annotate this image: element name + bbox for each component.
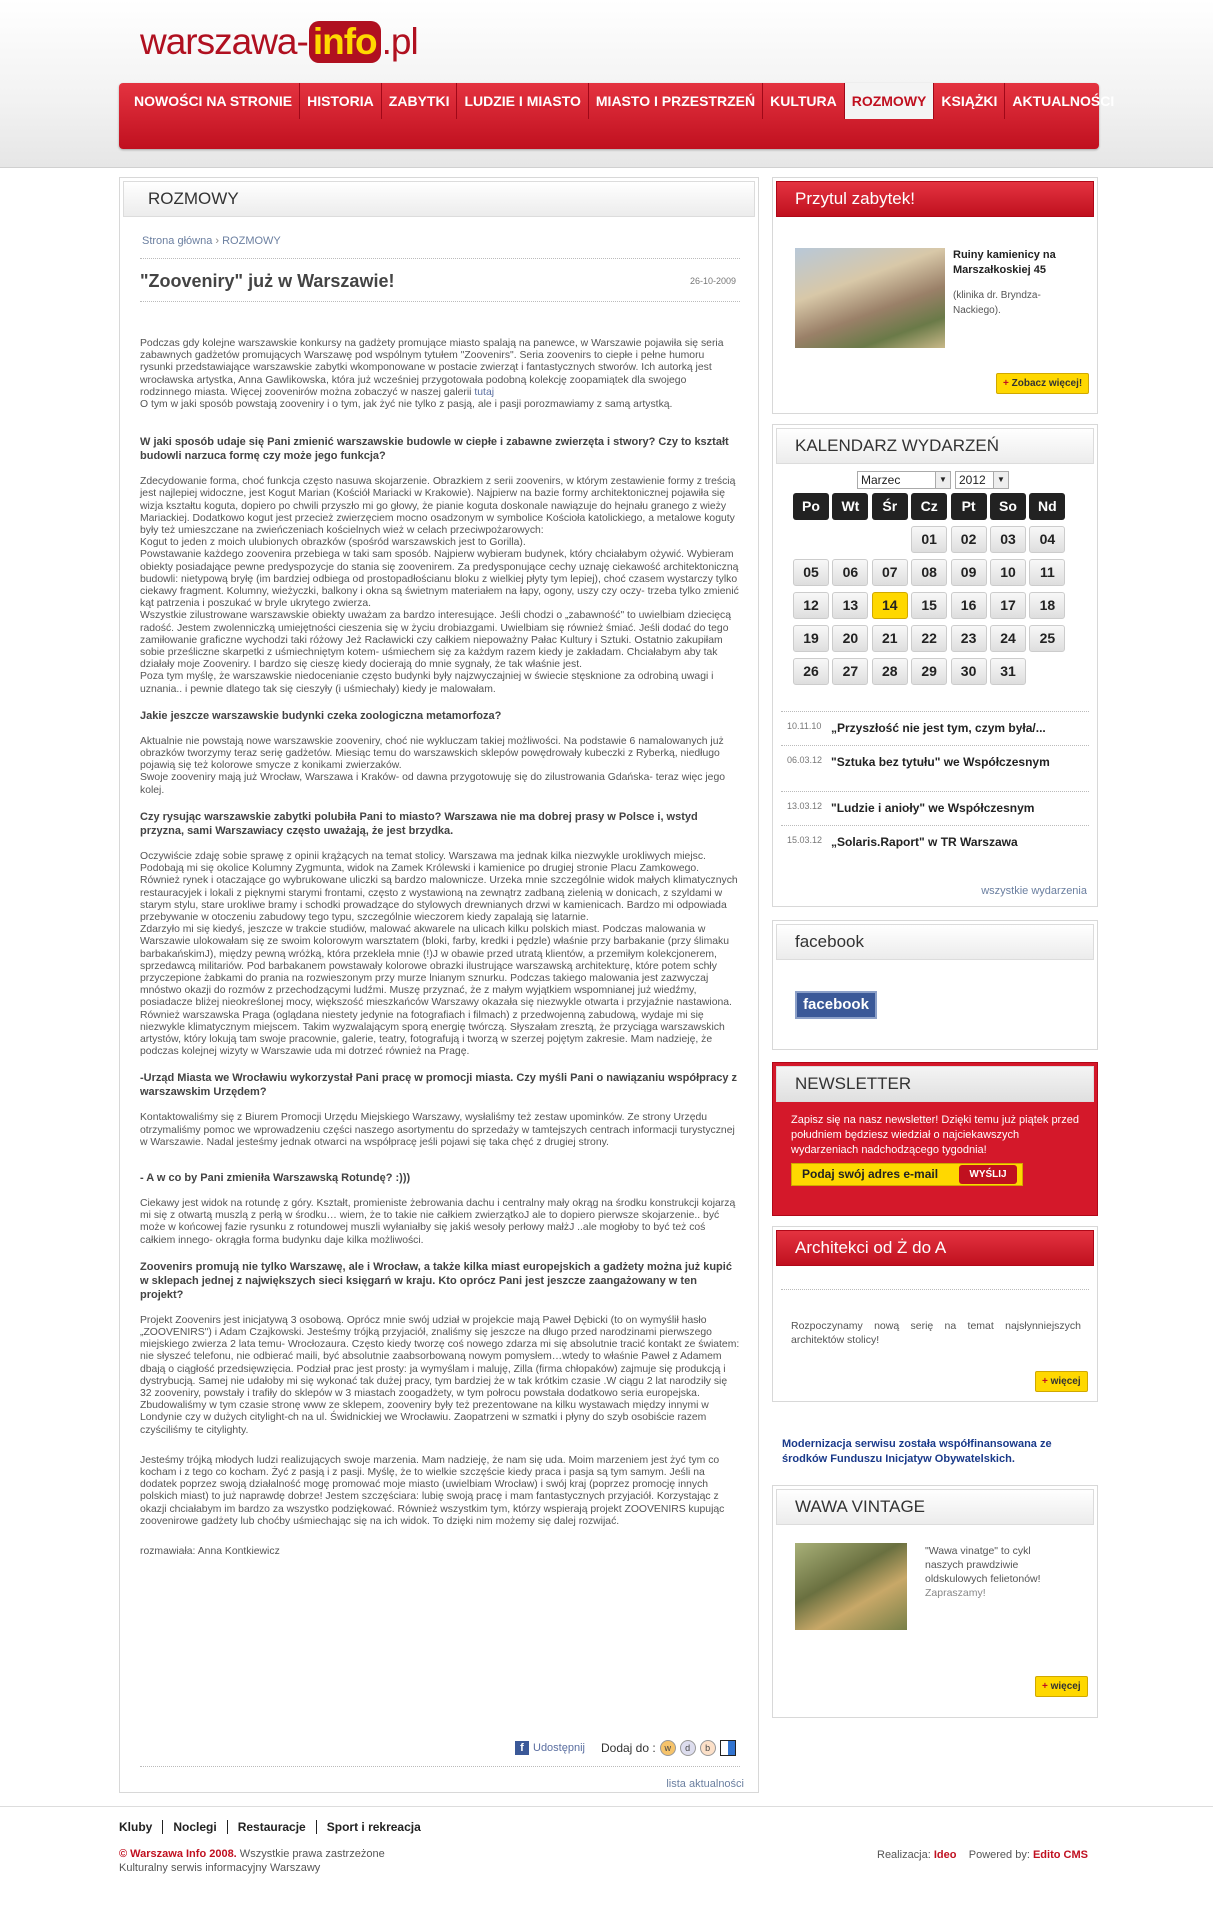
breadcrumb: Strona główna › ROZMOWY: [142, 235, 281, 247]
blip-icon[interactable]: b: [700, 1740, 716, 1756]
przytul-item-desc: (klinika dr. Bryndza-Nackiego).: [953, 290, 1041, 316]
logo-text-3: .pl: [381, 21, 418, 62]
question: W jaki sposób udaje się Pani zmienić warszawskie budowle w ciepłe i zabawne zwierzęta i stwory? Czy to kształt budowli narzuca formę czy może jego funkcja?: [140, 436, 729, 463]
event-date: 13.03.12: [787, 801, 823, 811]
newsletter-send-button[interactable]: WYŚLIJ: [959, 1165, 1017, 1184]
footer-link-0[interactable]: Kluby: [119, 1820, 153, 1834]
section-heading: ROZMOWY: [123, 181, 755, 217]
question: - A w co by Pani zmieniła Warszawską Rotundę? :))): [140, 1171, 411, 1184]
footer-link-3[interactable]: Sport i rekreacja: [316, 1820, 431, 1834]
logo-text-1: warszawa-: [140, 21, 308, 62]
architekci-heading: Architekci od Ż do A: [776, 1230, 1094, 1266]
calendar-day[interactable]: 28: [872, 658, 908, 685]
weekday-header: Cz: [911, 493, 947, 520]
weekday-header: Wt: [832, 493, 868, 520]
digg-icon[interactable]: d: [680, 1740, 696, 1756]
calendar-day[interactable]: 19: [793, 625, 829, 652]
calendar-day[interactable]: 07: [872, 559, 908, 586]
calendar-day[interactable]: 10: [990, 559, 1026, 586]
calendar-day[interactable]: 29: [911, 658, 947, 685]
newsletter-email-input[interactable]: Podaj swój adres e-mail: [791, 1163, 1023, 1186]
calendar-day[interactable]: 17: [990, 592, 1026, 619]
answer: Zdecydowanie forma, choć funkcja często nasuwa skojarzenie. Obrazkiem z serii zoovenirs, w którym zestawienie formy z treścią jest najlepiej widoczne, jest Kogut Marian (Kościół Mariacki w Krakowie). Najpierw na bazie formy architektonicznej pojawiła się wizja kształtu koguta, dopiero po chwili przyszło mi go głowy, że pianie koguta doskonale nawiązuje do hejnału granego z wieży Mariackiej. Dodatkowo kogut jest przecież zwierzęciem mocno osadzonym w symbolice Kościoła katolickiego, a metalowe koguty były też umieszczane na zwieńczeniach kościelnych wież w celach przeciwpożarowych: Kogut to jeden z moich ulubionych obrazków (spośród warszawskich jest to Gorilla). Powstawanie każdego zoovenira przebiega w taki sam sposób. Najpierw wybieram budynek, który chciałabym ożywić. Wybieram obiekty posiadające pewne predyspozycje do stania się zoovenirem. Za predysponujące cechy uznaję ciekawość architektoniczną budowli: nietypową bryłę (im bardziej odbiega od prostopadłościanu bloku z wielkiej płyty tym lepiej), choć czasem wystarczy tylko ciekawy fragment. Kolumny, wieżyczki, balkony i okna są świetnym materiałem na łapy, ogony, uszy czy oczy- trzeba tylko zmienić kąt patrzenia i poszukać w bryle ukrytego zwierza. Wszystkie zilustrowane warszawskie obiekty uważam za bardzo interesujące. Jeśli chodzi o „zabawność" to uwielbiam dziecięcą radość. Jestem zwolenniczką umiejętności cieszenia się w życiu drobiazgami. Uwielbiam się również śmiać. Jeśli dodać do tego zamiłowanie graficzne wychodzi taki różowy Jeż Racławicki czy całkiem niepoważny Pałac Kultury i Sztuki. Ostatnio zakupiłam sobie prześliczne skarpetki z uśmiechniętym kotem- uśmiechem się za każdym razem kiedy je zakładam. Chciałabym aby tak działały moje Zooveniry. I bardzo się cieszę kiedy docierają do mnie sygnały, że tak właśnie jest. Poza tym myślę, że warszawskie niedocenianie często budynki były najzwyczajniej w świecie stęsknione za odrobiną uwagi i uznania.. i pewnie dlatego tak się cieszyły (i uśmiechały) kiedy je malowałam.: [140, 476, 739, 695]
calendar-day[interactable]: 31: [990, 658, 1026, 685]
article-author: rozmawiała: Anna Kontkiewicz: [140, 1546, 280, 1558]
przytul-item-title[interactable]: Ruiny kamienicy na Marszałkoskiej 45: [953, 249, 1056, 276]
answer: Kontaktowaliśmy się z Biurem Promocji Urzędu Miejskiego Warszawy, wysłaliśmy też zestaw upominków. Ze strony Urzędu otrzymaliśmy pomoc we wprowadzeniu części naszego asortymentu do sprzedaży w tamtejszych centrach informacji turystycznej w Warszawie. Nadal jesteśmy jednak otwarci na współpracę jeśli pojawi się taka chęć z drugiej strony.: [140, 1112, 735, 1148]
nav-item-7[interactable]: KSIĄŻKI: [933, 83, 1004, 119]
gallery-link[interactable]: tutaj: [474, 386, 495, 398]
breadcrumb-home[interactable]: Strona główna: [142, 235, 213, 247]
przytul-zabytek-box: [772, 177, 1098, 414]
share-link[interactable]: Udostępnij: [533, 1742, 585, 1754]
calendar-day[interactable]: 21: [872, 625, 908, 652]
article-title: "Zooveniry" już w Warszawie!: [140, 271, 395, 291]
nav-item-0[interactable]: NOWOŚCI NA STRONIE: [134, 93, 293, 109]
site-logo[interactable]: [140, 14, 418, 70]
add-to-label: Dodaj do :: [600, 1741, 656, 1755]
vintage-photo[interactable]: [795, 1543, 907, 1630]
answer: Jesteśmy trójką młodych ludzi realizujących swoje marzenia. Mam nadzieję, że nam się uda. Moim marzeniem jest żyć tym co kocham i z tego co kocham. Żyć z pasją i z pasji. Myślę, że to wielkie szczęście kiedy praca i pasja są tym samym. Jeśli na dodatek poprzez swoją działalność mogę promować moje miasto (uwielbiam Wrocław) i swój kraj (poprzez promocję innych polskich miast) to już naprawdę dobrze! Jestem szczęściara: lubię swoją pracę i mam fantastycznych przyjaciół. Korzystając z okazji chciałabym im bardzo za wszystko podziękować. Również wszystkim tym, którzy wspierają projekt ZOOVENIRS kupując zoovenirowe gadżety lub choćby uśmiechając się na ich widok. To dzięki nim możemy się dalej rozwijać.: [140, 1454, 725, 1527]
facebook-button[interactable]: facebook: [795, 991, 877, 1019]
nav-item-3[interactable]: LUDZIE I MIASTO: [456, 83, 587, 119]
facebook-box: [772, 920, 1098, 1050]
nav-item-8[interactable]: AKTUALNOŚCI: [1004, 83, 1121, 119]
year-select[interactable]: 2012 ▼: [955, 471, 1009, 489]
modernizacja-note: Modernizacja serwisu została współfinansowana ze środków Funduszu Inicjatyw Obywatelskich.: [782, 1438, 1052, 1465]
question: -Urząd Miasta we Wrocławiu wykorzystał Pani pracę w promocji miasta. Czy myśli Pani o nawiązaniu współpracy z warszawskim Urzędem?: [140, 1072, 738, 1099]
weekday-header: So: [990, 493, 1026, 520]
event-title[interactable]: „Solaris.Raport" w TR Warszawa: [831, 835, 1018, 849]
divider: [140, 258, 740, 259]
calendar-day[interactable]: 01: [911, 526, 947, 553]
calendar-day[interactable]: 15: [911, 592, 947, 619]
calendar-day[interactable]: 20: [832, 625, 868, 652]
event-date: 15.03.12: [787, 835, 823, 845]
architekci-text: Rozpoczynamy nową serię na temat najsłynniejszych architektów stolicy!: [791, 1320, 1081, 1346]
calendar-day[interactable]: 26: [793, 658, 829, 685]
newsletter-box: [772, 1062, 1098, 1216]
nav-item-4[interactable]: MIASTO I PRZESTRZEŃ: [588, 83, 762, 119]
answer: Projekt Zoovenirs jest inicjatywą 3 osobową. Oprócz mnie swój udział w projekcie mają Paweł Dębicki (to on wymyślił hasło „ZOOVENIRS") i Adam Czajkowski. Jesteśmy trójką przyjaciół, znaliśmy się jeszcze na długo przed narodzinami pierwszego miejskiego zwierza 2 lata temu- Wrocłozaura. Często kiedy tworzę coś nowego zdarza mi się absolutnie tracić kontakt ze światem: nie słyszeć telefonu, nie odbierać maili, być absolutnie zaabsorbowaną nowym pomysłem…wtedy to właśnie Paweł z Adamem dbają o ciągłość przedsięwzięcia. Podział prac jest prosty: ja wymyślam i maluję, Zilla (firma chłopaków) zajmuje się produkcją i dystrybucją. Samej nie udałoby mi się wykonać tak dużej pracy, tym bardziej że w tak krótkim czasie .W ciągu 2 lat narodziły się 32 zooveniry, powstały i trafiły do sklepów w 3 miastach zoogadżety, w tym połrocu powstała dodatkowo seria europejska. Zbudowaliśmy w tym czasie stronę www ze sklepem, zooveniry były też prezentowane na kilku wystawach między innymi w Londynie czy w dużych citylight-ch na ul. Świdnickiej we Wrocławiu. Zaopatrzeni w szmatki i płyny do szyb osobiście razem czyściliśmy te citylighty.: [140, 1314, 740, 1436]
delicious-icon[interactable]: [720, 1740, 736, 1756]
calendar-day[interactable]: 04: [1029, 526, 1065, 553]
calendar-day[interactable]: 16: [951, 592, 987, 619]
calendar-day[interactable]: 03: [990, 526, 1026, 553]
question: Czy rysując warszawskie zabytki polubiła Pani to miasto? Warszawa nie ma dobrej prasy w Polsce i, wstyd przyzna, sami Warszawiacy często uważają, że jest brzydka.: [140, 810, 698, 837]
calendar-day[interactable]: 30: [951, 658, 987, 685]
weekday-header: Po: [793, 493, 829, 520]
calendar-day[interactable]: 02: [951, 526, 987, 553]
article-body: Podczas gdy kolejne warszawskie konkursy na gadżety promujące miasto spalają na panewce, w Warszawie pojawiła się seria zabawnych gadżetów promujących Warszawę pod wspólnym tytułem "Zoovenirs". Seria zoovenirs to ciepłe i pełne humoru rysunki przedstawiające warszawskie zabytki wkomponowane w postacie zwierząt i fantastycznych stworów. Ich autorką jest wrocławska artystka, Anna Gawlikowska, która już wcześniej przygotowała podobną kolekcję zoopamiątek dla swojego rodzinnego miasta. Więcej zoovenirów można zobaczyć w naszej galerii tutaj O tym w jaki sposób powstają zooveniry i o tym, jak żyć nie tylko z pasją, ale i pasji porozmawiamy z samą artystką. W jaki sposób udaje się Pani zmienić warszawskie budowle w ciepłe i zabawne zwierzęta i stwory? Czy to kształt budowli narzuca formę czy może jego funkcja? Zdecydowanie forma, choć funkcja często nasuwa skojarzenie. Obrazkiem z serii zoovenirs, w którym zestawienie formy z treścią jest najlepiej widoczne, jest Kogut Marian (Kościół Mariacki w Krakowie). Najpierw na bazie formy architektonicznej pojawiła się wizja kształtu koguta, dopiero po chwili przyszło mi go głowy, że pianie koguta doskonale nawiązuje do hejnału granego z wieży Mariackiej. Dodatkowo kogut jest przecież zwierzęciem mocno osadzonym w symbolice Kościoła katolickiego, a metalowe koguty były też umieszczane na zwieńczeniach kościelnych wież w celach przeciwpożarowych: Kogut to jeden z moich ulubionych obrazków (spośród warszawskich jest to Gorilla). Powstawanie każdego zoovenira przebiega w taki sam sposób. Najpierw wybieram budynek, który chciałabym ożywić. Wybieram obiekty posiadające pewne predyspozycje do stania się zoovenirem. Za predysponujące cechy uznaję ciekawość architektoniczną budowli: nietypową bryłę (im bardziej odbiega od prostopadłościanu bloku z wielkiej płyty tym lepiej), choć czasem wystarczy tylko ciekawy fragment. Kolumny, wieżyczki, balkony i okna są świetnym materiałem na łapy, ogony, uszy czy oczy- trzeba tylko zmienić kąt patrzenia i poszukać w bryle ukrytego zwierza. Wszystkie zilustrowane warszawskie obiekty uważam za bardzo interesujące. Jeśli chodzi o „zabawność" to uwielbiam dziecięcą radość. Jestem zwolenniczką umiejętności cieszenia się w życiu drobiazgami. Uwielbiam się również śmiać. Jeśli dodać do tego zamiłowanie graficzne wychodzi taki różowy Jeż Racławicki czy całkiem niepoważny Pałac Kultury i Sztuki. Ostatnio zakupiłam sobie prześliczne skarpetki z uśmiechniętym kotem- uśmiechem się za każdym razem kiedy je zakładam. Chciałabym aby tak działały moje Zooveniry. I bardzo się cieszę kiedy docierają do mnie sygnały, że tak właśnie jest. Poza tym myślę, że warszawskie niedocenianie często budynki były najzwyczajniej w świecie stęsknione za odrobiną uwagi i uznania.. i pewnie dlatego tak się cieszyły (i uśmiechały) kiedy je malowałam. Jakie jeszcze warszawskie budynki czeka zoologiczna metamorfoza? Aktualnie nie powstają nowe warszawskie zooveniry, choć nie wykluczam takiej możliwości. Na podstawie 6 namalowanych już obrazków tworzymy teraz serię gadżetów. Miesiąc temu do warszawskich sklepów powędrowały kubeczki z Ryberką, niedługo pojawią się też kolorowe smycze z konikami zwierzaków. Swoje zooveniry mają już Wrocław, Warszawa i Kraków- od dawna przygotowuję się do zilustrowania Gdańska- teraz więc jego kolej. Czy rysując warszawskie zabytki polubiła Pani to miasto? Warszawa nie ma dobrej prasy w Polsce i, wstyd przyzna, sami Warszawiacy często uważają, że jest brzydka. Oczywiście zdaję sobie sprawę z opinii krążących na temat stolicy. Warszawa ma jednak kilka niezwykle urokliwych miejsc. Podobają mi się okolice Kolumny Zygmunta, widok na Zamek Królewski i kamienice po drugiej stronie Placu Zamkowego. Również rynek i otaczające go wybrukowane uliczki są bardzo malownicze. Urzeka mnie szczególnie widok małych klimatycznych restauracyjek i lokali z pięknymi starymi frontami, często z wystawioną na zewnątrz zadbaną zielenią w donicach, z szyldami w starym stylu, stare urokliwe bramy i schodki prowadzące do stylowych drewnianych drzwi w kamienicach. Bardzo mi odpowiada przebywanie w otoczeniu zabudowy tego typu, szczególnie wieczorem kiedy zapalają się latarnie. Zdarzyło mi się kiedyś, jeszcze w trakcie studiów, malować akwarele na ulicach kilku polskich miast. Podczas malowania w Warszawie ulokowałam się ze swoim kolorowym warsztatem (bloki, farby, kredki i pędzle) właśnie przy barbakanie (przy ślimaku barbakańskimJ), między pewną wróżką, która przekleła mnie (!)J w obawie przed utratą klientów, a przemiłym kolekcjonerem, sprzedawcą militariów. Pod barbakanem powstawały kolorowe obrazki ilustrujące warszawską architekturę, które potem schły przyczepione żabkami do prania na rozwieszonym przy murze lnianym sznurku. Podczas takiego malowania jest zazwyczaj mnóstwo okazji do rozmów z przechodzącymi ludźmi. Muszę przyznać, że z małym wyjątkiem wspomnianej już wiedźmy, posiadacze bliżej nieokreślonej mocy, większość mieszkańców Warszawy okazała się niezwykle otwarta i przyjaźnie nastawiona. Również warszawska Praga (oglądana niestety jedynie na fotografiach i filmach) z przedwojenną zabudową, wydaje mi się niezwykle klimatycznym miejscem. Takim wyzwalającym sporą energię twórczą. Słyszałam zresztą, że przyciąga warszawskich artystów, który lokują tam swoje pracownie, galerie, teatry, fotografują i tworzą w szerzej pojętym zakresie. Mam nadzieję, że podczas kolejnej wizyty w Warszawie uda mi dotrzeć również na Pragę. -Urząd Miasta we Wrocławiu wykorzystał Pani pracę w promocji miasta. Czy myśli Pani o nawiązaniu współpracy z warszawskim Urzędem? Kontaktowaliśmy się z Biurem Promocji Urzędu Miejskiego Warszawy, wysłaliśmy też zestaw upominków. Ze strony Urzędu otrzymaliśmy pomoc we wprowadzeniu części naszego asortymentu do sprzedaży w tamtejszych centrach informacji turystycznej w Warszawie. Nadal jesteśmy jednak otwarci na współpracę jeśli pojawi się taka chęć z drugiej strony. - A w co by Pani zmieniła Warszawską Rotundę? :))) Ciekawy jest widok na rotundę z góry. Kształt, promieniste żebrowania dachu i centralny mały okrąg na środku konstrukcji kojarzą mi się z otwartą muszlą z perłą w środku… wiem, że to takie nie całkiem zwierzątkoJ ale to dopiero pierwsze skojarzenie.. być może w końcowej fazie rysunku z rotundowej muszli wyłaniałby się jakiś wesoły perłowy małżJ ..ale mogłoby to być też coś całkiem innego- okrągła forma budynku daje kilka możliwości. Zoovenirs promują nie tylko Warszawę, ale i Wrocław, a także kilka miast europejskich a gadżety można już kupić w sklepach jednej z największych sieci księgarń w kraju. Kto oprócz Pani jest jeszcze zaangażowany w ten projekt? Projekt Zoovenirs jest inicjatywą 3 osobową. Oprócz mnie swój udział w projekcie mają Paweł Dębicki (to on wymyślił hasło „ZOOVENIRS") i Adam Czajkowski. Jesteśmy trójką przyjaciół, znaliśmy się jeszcze na długo przed narodzinami pierwszego miejskiego zwierza 2 lata temu- Wrocłozaura. Często kiedy tworzę coś nowego zdarza mi się absolutnie tracić kontakt ze światem: nie słyszeć telefonu, nie odbierać maili, być absolutnie zaabsorbowaną nowym pomysłem…wtedy to właśnie Paweł z Adamem dbają o ciągłość przedsięwzięcia. Podział prac jest prosty: ja wymyślam i maluję, Zilla (firma chłopaków) zajmuje się produkcją i dystrybucją. Samej nie udałoby mi się wykonać tak dużej pracy, tym bardziej że w tak krótkim czasie .W ciągu 2 lat narodziły się 32 zooveniry, powstały i trafiły do sklepów w 3 miastach zoogadżety, w tym połrocu powstała dodatkowo seria europejska. Zbudowaliśmy w tym czasie stronę www ze sklepem, zooveniry były też prezentowane na kilku wystawach między innymi w Londynie czy w dużych citylight-ch na ul. Świdnickiej we Wrocławiu. Zaopatrzeni w szmatki i płyny do szyb osobiście razem czyściliśmy te citylighty. Jesteśmy trójką młodych ludzi realizujących swoje marzenia. Mam nadzieję, że nam się uda. Moim marzeniem jest żyć tym co kocham i z tego co kocham. Żyć z pasją i z pasji. Myślę, że to wielkie szczęście kiedy praca i pasja są tym samym. Jeśli na dodatek poprzez swoją działalność mogę promować moje miasto (uwielbiam Wrocław) i swój kraj (poprzez promocję innych polskich miast) to już naprawdę dobrze! Jestem szczęściara: lubię swoją pracę i mam fantastycznych przyjaciół. Korzystając z okazji chciałabym im bardzo za wszystko podziękować. Również wszystkim tym, którzy wspierają projekt ZOOVENIRS kupując zoovenirowe gadżety lub choćby uśmiechając się na ich widok. To dzięki nim możemy się dalej rozwijać. rozmawiała: Anna Kontkiewicz: [140, 338, 740, 1558]
calendar-day[interactable]: 12: [793, 592, 829, 619]
wykop-icon[interactable]: w: [660, 1740, 676, 1756]
article-date: 26-10-2009: [690, 276, 737, 286]
answer: Ciekawy jest widok na rotundę z góry. Kształt, promieniste żebrowania dachu i centralny mały okrąg na środku konstrukcji kojarzą mi się z otwartą muszlą z perłą w środku… wiem, że to takie nie całkiem zwierzątkoJ ale to dopiero pierwsze skojarzenie.. być może w końcowej fazie rysunku z rotundowej muszli wyłaniałby się jakiś wesoły perłowy małżJ ..ale mogłoby to być też coś całkiem innego- okrągła forma budynku daje kilka możliwości.: [140, 1197, 736, 1246]
nav-item-1[interactable]: HISTORIA: [299, 83, 381, 119]
footer-nav: [119, 1820, 431, 1834]
vintage-box: [772, 1485, 1098, 1718]
calendar-day[interactable]: 08: [911, 559, 947, 586]
event-date: 06.03.12: [787, 755, 823, 765]
calendar-day[interactable]: 18: [1029, 592, 1065, 619]
answer: Aktualnie nie powstają nowe warszawskie zooveniry, choć nie wykluczam takiej możliwości. Na podstawie 6 namalowanych już obrazków tworzymy teraz serię gadżetów. Miesiąc temu do warszawskich sklepów powędrowały kubeczki z Ryberką, niedługo pojawią się też kolorowe smycze z konikami zwierzaków. Swoje zooveniry mają już Wrocław, Warszawa i Kraków- od dawna przygotowuję się do zilustrowania Gdańska- teraz więc jego kolej.: [140, 735, 726, 796]
weekday-header: Pt: [951, 493, 987, 520]
divider: [140, 301, 740, 302]
facebook-icon[interactable]: f: [515, 1741, 529, 1755]
vintage-heading: WAWA VINTAGE: [776, 1489, 1094, 1525]
article-box: [119, 177, 759, 1793]
question: Zoovenirs promują nie tylko Warszawę, ale i Wrocław, a także kilka miast europejskich a gadżety można już kupić w sklepach jednej z największych sieci księgarń w kraju. Kto oprócz Pani jest jeszcze zaangażowany w ten projekt?: [140, 1260, 732, 1301]
event-title[interactable]: "Ludzie i anioły" we Współczesnym: [831, 801, 1035, 815]
divider: [140, 1766, 740, 1767]
calendar-day[interactable]: 13: [832, 592, 868, 619]
answer: Oczywiście zdaję sobie sprawę z opinii krążących na temat stolicy. Warszawa ma jednak kilka niezwykle urokliwych miejsc. Podobają mi się okolice Kolumny Zygmunta, widok na Zamek Królewski i kamienice po drugiej stronie Placu Zamkowego. Również rynek i otaczające go wybrukowane uliczki są bardzo malownicze. Urzeka mnie szczególnie widok małych klimatycznych restauracyjek i lokali z pięknymi starymi frontami, często z wystawioną na zewnątrz zadbaną zielenią w donicach, z szyldami w starym stylu, stare urokliwe bramy i schodki prowadzące do stylowych drewnianych drzwi w kamienicach. Bardzo mi odpowiada przebywanie w otoczeniu zabudowy tego typu, szczególnie wieczorem kiedy zapalają się latarnie. Zdarzyło mi się kiedyś, jeszcze w trakcie studiów, malować akwarele na ulicach kilku polskich miast. Podczas malowania w Warszawie ulokowałam się ze swoim kolorowym warsztatem (bloki, farby, kredki i pędzle) właśnie przy barbakanie (przy ślimaku barbakańskimJ), między pewną wróżką, która przekleła mnie (!)J w obawie przed utratą klientów, a przemiłym kolekcjonerem, sprzedawcą militariów. Pod barbakanem powstawały kolorowe obrazki ilustrujące warszawską architekturę, które potem schły przyczepione żabkami do prania na rozwieszonym przy murze lnianym sznurku. Podczas takiego malowania jest zazwyczaj mnóstwo okazji do rozmów z przechodzącymi ludźmi. Muszę przyznać, że z małym wyjątkiem wspomnianej już wiedźmy, posiadacze bliżej nieokreślonej mocy, większość mieszkańców Warszawy okazała się niezwykle otwarta i przyjaźnie nastawiona. Również warszawska Praga (oglądana niestety jedynie na fotografiach i filmach) z przedwojenną zabudową, wydaje mi się niezwykle klimatycznym miejscem. Takim wyzwalającym sporą energię twórczą. Słyszałam zresztą, że przyciąga warszawskich artystów, który lokują tam swoje pracownie, galerie, teatry, fotografują i tworzą w szerzej pojętym zakresie. Mam nadzieję, że podczas kolejnej wizyty w Warszawie uda mi dotrzeć również na Pragę.: [140, 850, 738, 1058]
question: Jakie jeszcze warszawskie budynki czeka zoologiczna metamorfoza?: [140, 709, 502, 722]
event-title[interactable]: "Sztuka bez tytułu" we Współczesnym: [831, 755, 1050, 769]
newsletter-text: Zapisz się na nasz newsletter! Dzięki temu już piątek przed południem będziesz wiedział o najciekawszych wydarzeniach nadchodzącego tygodnia!: [791, 1114, 1079, 1156]
nav-item-2[interactable]: ZABYTKI: [381, 83, 457, 119]
calendar-day[interactable]: 23: [951, 625, 987, 652]
all-events-link[interactable]: wszystkie wydarzenia: [981, 885, 1087, 897]
calendar-day[interactable]: 14: [872, 592, 908, 619]
ideo-link[interactable]: Ideo: [933, 1849, 957, 1861]
share-bar: [515, 1740, 736, 1756]
calendar-day[interactable]: 27: [832, 658, 868, 685]
logo-text-2: info: [309, 21, 381, 63]
calendar-day[interactable]: 11: [1029, 559, 1065, 586]
nav-item-5[interactable]: KULTURA: [762, 83, 844, 119]
copyright: © Warszawa Info 2008. Wszystkie prawa zastrzeżone Kulturalny serwis informacyjny Warszawy: [119, 1848, 385, 1874]
calendar-day[interactable]: 22: [911, 625, 947, 652]
calendar-box: [772, 424, 1098, 907]
more-button[interactable]: + więcej: [1035, 1371, 1088, 1392]
calendar-day[interactable]: 06: [832, 559, 868, 586]
ruins-photo[interactable]: [795, 248, 945, 348]
newsletter-heading: NEWSLETTER: [776, 1066, 1094, 1102]
event-date: 10.11.10: [787, 721, 822, 731]
weekday-header: Nd: [1029, 493, 1065, 520]
calendar-day[interactable]: 25: [1029, 625, 1065, 652]
calendar-day[interactable]: 05: [793, 559, 829, 586]
nav-item-6[interactable]: ROZMOWY: [844, 83, 934, 119]
see-more-button[interactable]: + Zobacz więcej!: [996, 373, 1089, 394]
vintage-link[interactable]: Zapraszamy!: [925, 1587, 986, 1599]
przytul-heading: Przytul zabytek!: [776, 181, 1094, 217]
breadcrumb-current[interactable]: ROZMOWY: [222, 235, 281, 247]
architekci-box: [772, 1226, 1098, 1402]
footer-link-2[interactable]: Restauracje: [227, 1820, 316, 1834]
main-nav: [119, 83, 1115, 149]
footer-link-1[interactable]: Noclegi: [162, 1820, 226, 1834]
calendar-day[interactable]: 09: [951, 559, 987, 586]
article-intro: Podczas gdy kolejne warszawskie konkursy na gadżety promujące miasto spalają na panewce, w Warszawie pojawiła się seria zabawnych gadżetów promujących Warszawę pod wspólnym tytułem "Zoovenirs". Seria zoovenirs to ciepłe i pełne humoru rysunki przedstawiające warszawskie zabytki wkomponowane w postacie zwierząt i fantastycznych stworów. Ich autorką jest wrocławska artystka, Anna Gawlikowska, która już wcześniej przygotowała podobną kolekcję zoopamiątek dla swojego rodzinnego miasta. Więcej zoovenirów można zobaczyć w naszej galerii: [140, 338, 724, 398]
facebook-heading: facebook: [776, 924, 1094, 960]
vintage-more-button[interactable]: + więcej: [1035, 1676, 1088, 1697]
month-select[interactable]: Marzec ▼: [857, 471, 951, 489]
calendar-heading: KALENDARZ WYDARZEŃ: [776, 428, 1094, 464]
vintage-text: "Wawa vinatge" to cykl naszych prawdziwie oldskulowych felietonów! Zapraszamy!: [925, 1545, 1041, 1599]
weekday-header: Śr: [872, 493, 908, 520]
edito-link[interactable]: Edito CMS: [1032, 1849, 1088, 1861]
event-title[interactable]: „Przyszłość nie jest tym, czym była/...: [831, 721, 1046, 735]
credits: Realizacja: Ideo Powered by: Edito CMS: [877, 1849, 1088, 1861]
calendar-day[interactable]: 24: [990, 625, 1026, 652]
news-list-link[interactable]: lista aktualności: [666, 1778, 744, 1790]
